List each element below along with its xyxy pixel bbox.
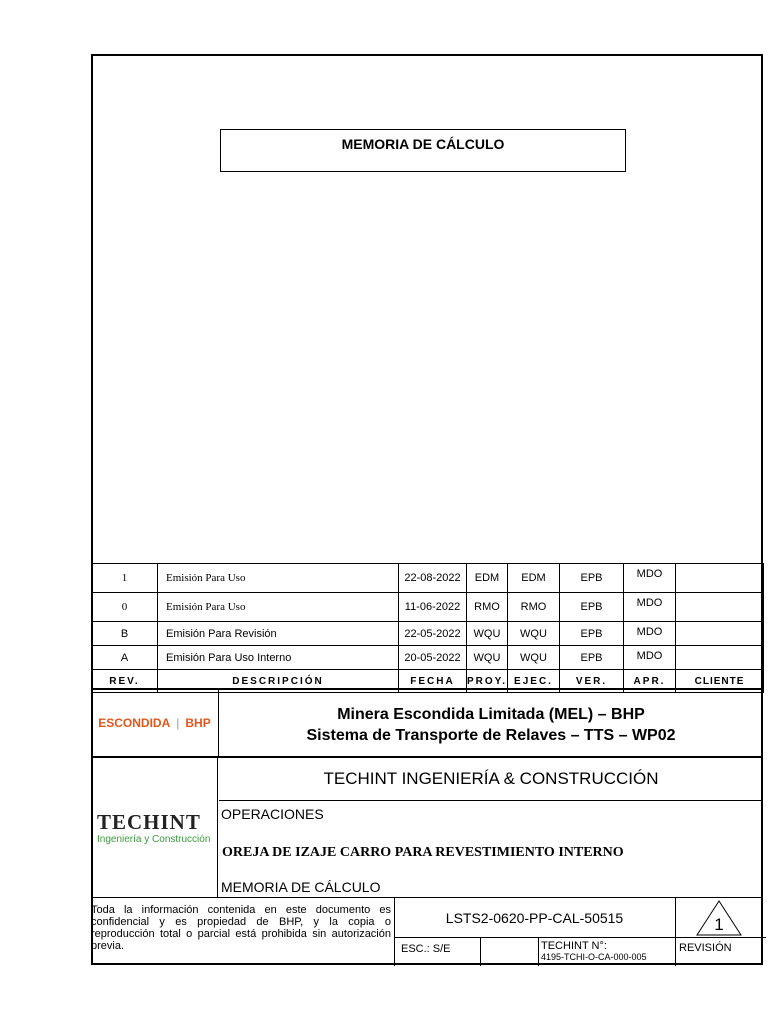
revision-number: 1	[714, 915, 724, 934]
apr-cell: MDO	[624, 646, 676, 670]
date-cell: 22-05-2022	[399, 622, 467, 646]
divider	[538, 938, 539, 966]
date-cell: 11-06-2022	[399, 593, 467, 622]
document-title: MEMORIA DE CÁLCULO	[220, 129, 626, 172]
apr-cell: MDO	[624, 564, 676, 593]
techint-logo-word: TECHINT	[97, 810, 201, 834]
cliente-cell	[676, 622, 764, 646]
header-proy: PROY.	[467, 670, 508, 693]
ver-cell: EPB	[560, 564, 624, 593]
rev-cell: A	[92, 646, 158, 670]
proy-cell: WQU	[467, 646, 508, 670]
document-code: LSTS2-0620-PP-CAL-50515	[394, 898, 676, 938]
revision-row	[92, 593, 764, 622]
date-cell: 22-08-2022	[399, 564, 467, 593]
revision-cell	[676, 898, 763, 966]
rev-cell: B	[92, 622, 158, 646]
description-cell: Emisión Para Uso Interno	[158, 646, 399, 670]
description-cell: Emisión Para Revisión	[158, 622, 399, 646]
header-ver: VER.	[560, 670, 624, 693]
client-line-2: Sistema de Transporte de Relaves – TTS – WP02	[306, 727, 676, 744]
proy-cell: WQU	[467, 622, 508, 646]
scale-label: ESC.: S/E	[394, 938, 481, 966]
header-descripcion: DESCRIPCIÓN	[158, 670, 399, 693]
logo-escondida-text: ESCONDIDA	[98, 716, 171, 730]
revision-row	[92, 622, 764, 646]
logo-bhp-text: BHP	[185, 716, 211, 730]
cliente-cell	[676, 564, 764, 593]
footer-block	[91, 897, 763, 966]
cliente-cell	[676, 646, 764, 670]
ejec-cell: WQU	[508, 622, 560, 646]
ver-cell: EPB	[560, 646, 624, 670]
logo-separator: |	[176, 716, 180, 730]
header-apr: APR.	[624, 670, 676, 693]
proy-cell: EDM	[467, 564, 508, 593]
description-cell: Emisión Para Uso	[158, 564, 399, 593]
client-name	[219, 690, 763, 756]
header-fecha: FECHA	[399, 670, 467, 693]
header-cliente: CLIENTE	[676, 670, 764, 693]
date-cell: 20-05-2022	[399, 646, 467, 670]
rev-cell: 0	[92, 593, 158, 622]
revision-row	[92, 564, 764, 593]
techint-number-label: TECHINT N°:	[541, 940, 607, 952]
ejec-cell: WQU	[508, 646, 560, 670]
area-label: OPERACIONES	[221, 806, 324, 822]
description-cell: Emisión Para Uso	[158, 593, 399, 622]
techint-logo-sub: Ingeniería y Construcción	[97, 834, 211, 845]
apr-cell: MDO	[624, 622, 676, 646]
confidentiality-notice: Toda la información contenida en este documento es confidencial y es propiedad de BHP, y la copia o reproducción total o parcial está prohibida sin autorización previa.	[91, 904, 391, 952]
revision-triangle-icon	[696, 900, 742, 936]
proy-cell: RMO	[467, 593, 508, 622]
ver-cell: EPB	[560, 622, 624, 646]
escondida-bhp-logo	[91, 690, 219, 756]
ejec-cell: RMO	[508, 593, 560, 622]
client-block	[91, 688, 763, 758]
techint-number-cell	[481, 938, 676, 966]
client-line-1: Minera Escondida Limitada (MEL) – BHP	[337, 706, 645, 723]
ver-cell: EPB	[560, 593, 624, 622]
header-ejec: EJEC.	[508, 670, 560, 693]
document-type: MEMORIA DE CÁLCULO	[221, 879, 381, 895]
techint-logo	[91, 758, 218, 898]
revision-table	[91, 563, 764, 693]
header-rev: REV.	[92, 670, 158, 693]
apr-cell: MDO	[624, 593, 676, 622]
techint-number-value: 4195-TCHI-O-CA-000-005	[541, 952, 647, 962]
cliente-cell	[676, 593, 764, 622]
document-subject: OREJA DE IZAJE CARRO PARA REVESTIMIENTO INTERNO	[222, 845, 624, 860]
revision-row	[92, 646, 764, 670]
contractor-title: TECHINT INGENIERÍA & CONSTRUCCIÓN	[219, 758, 763, 801]
ejec-cell: EDM	[508, 564, 560, 593]
contractor-block	[91, 758, 763, 898]
revision-label: REVISIÓN	[679, 942, 732, 954]
rev-cell: 1	[92, 564, 158, 593]
